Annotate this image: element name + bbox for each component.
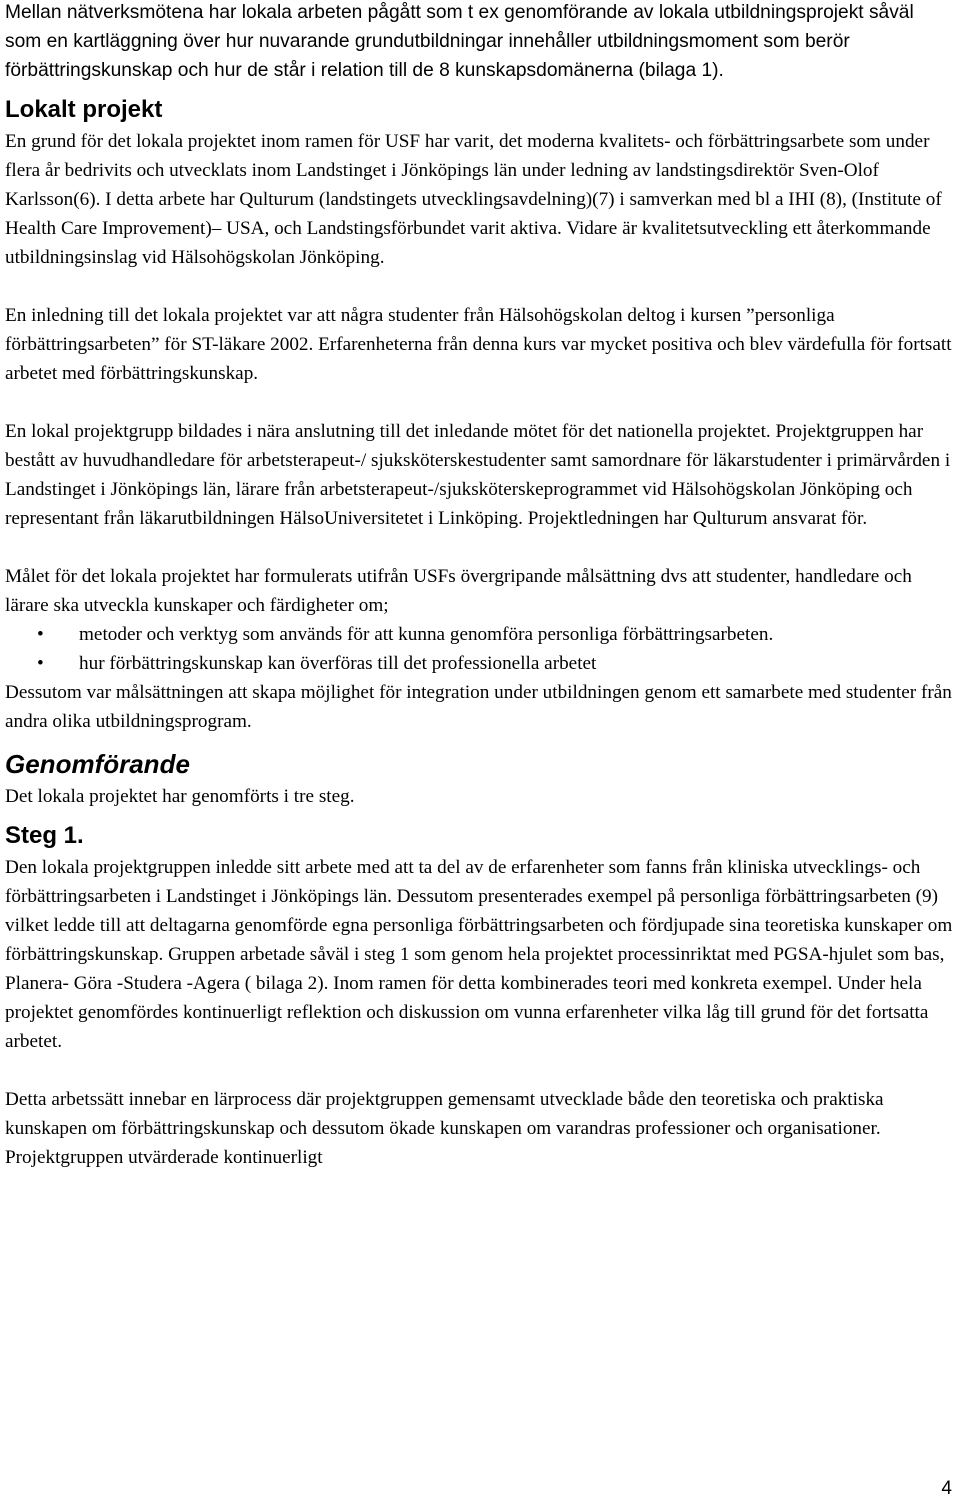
heading-steg-1: Steg 1. — [5, 822, 84, 849]
list-item — [5, 620, 955, 649]
intro-paragraph: Mellan nätverksmötena har lokala arbeten pågått som t ex genomförande av lokala utbildningsprojekt såväl som en kartläggning över hur nuvarande grundutbildningar innehåller utbildningsmoment som berör förbättringskunskap och hur de står i relation till de 8 kunskapsdomänerna (bilaga 1). — [5, 2, 914, 81]
paragraph-malet: Målet för det lokala projektet har formulerats utifrån USFs övergripande målsättning dvs att studenter, handledare och lärare ska utveckla kunskaper och färdigheter om; — [5, 566, 912, 616]
list-item — [5, 649, 955, 678]
heading-lokalt-projekt: Lokalt projekt — [5, 96, 163, 123]
paragraph-dessutom: Dessutom var målsättningen att skapa möjlighet för integration under utbildningen genom ett samarbete med studenter från andra olika utbildningsprogram. — [5, 682, 952, 732]
page-number: 4 — [941, 1478, 952, 1499]
heading-genomforande: Genomförande — [5, 749, 190, 779]
list-item-text: metoder och verktyg som används för att kunna genomföra personliga förbättringsarbeten. — [79, 624, 774, 645]
goal-list — [5, 620, 955, 678]
paragraph-grund: En grund för det lokala projektet inom ramen för USF har varit, det moderna kvalitets- och förbättringsarbete som under flera år bedrivits och utvecklats inom Landstinget i Jönköpings län under ledning av landstingsdirektör Sven-Olof Karlsson(6). I detta arbete har Qulturum (landstingets utvecklingsavdelning)(7) i samverkan med bl a IHI (8), (Institute of Health Care Improvement)– USA, och Landstingsförbundet varit aktiva. Vidare är kvalitetsutveckling ett återkommande utbildningsinslag vid Hälsohögskolan Jönköping. — [5, 131, 942, 268]
bullet-icon: • — [37, 653, 44, 674]
paragraph-tre-steg: Det lokala projektet har genomförts i tre steg. — [5, 786, 355, 807]
list-item-text: hur förbättringskunskap kan överföras till det professionella arbetet — [79, 653, 597, 674]
bullet-icon: • — [37, 624, 44, 645]
document-page — [5, 0, 955, 1172]
paragraph-inledning: En inledning till det lokala projektet var att några studenter från Hälsohögskolan deltog i kursen ”personliga förbättringsarbeten” för ST-läkare 2002. Erfarenheterna från denna kurs var mycket positiva och blev värdefulla för fortsatt arbetet med förbättringskunskap. — [5, 305, 952, 384]
paragraph-projektgrupp: En lokal projektgrupp bildades i nära anslutning till det inledande mötet för det nationella projektet. Projektgruppen har bestått av huvudhandledare för arbetsterapeut-/ sjuksköterskestudenter samt samordnare för läkarstudenter i primärvården i Landstinget i Jönköpings län, lärare från arbetsterapeut-/sjuksköterskeprogrammet vid Hälsohögskolan Jönköping och representant från läkarutbildningen HälsoUniversitetet i Linköping. Projektledningen har Qulturum ansvarat för. — [5, 421, 951, 529]
paragraph-steg-1: Den lokala projektgruppen inledde sitt arbete med att ta del av de erfarenheter som fanns från kliniska utvecklings- och förbättringsarbeten i Landstinget i Jönköpings län. Dessutom presenterades exempel på personliga förbättringsarbeten (9) vilket ledde till att deltagarna genomförde egna personliga förbättringsarbeten och fördjupade sina teoretiska kunskaper om förbättringskunskap. Gruppen arbetade såväl i steg 1 som genom hela projektet processinriktat med PGSA-hjulet som bas, Planera- Göra -Studera -Agera ( bilaga 2). Inom ramen för detta kombinerades teori med konkreta exempel. Under hela projektet genomfördes kontinuerligt reflektion och diskussion om vunna erfarenheter vilka låg till grund för det fortsatta arbetet. — [5, 857, 953, 1052]
paragraph-lararprocess: Detta arbetssätt innebar en lärprocess där projektgruppen gemensamt utvecklade både den teoretiska och praktiska kunskapen om förbättringskunskap och dessutom ökade kunskapen om varandras professioner och organisationer. Projektgruppen utvärderade kontinuerligt — [5, 1089, 884, 1168]
